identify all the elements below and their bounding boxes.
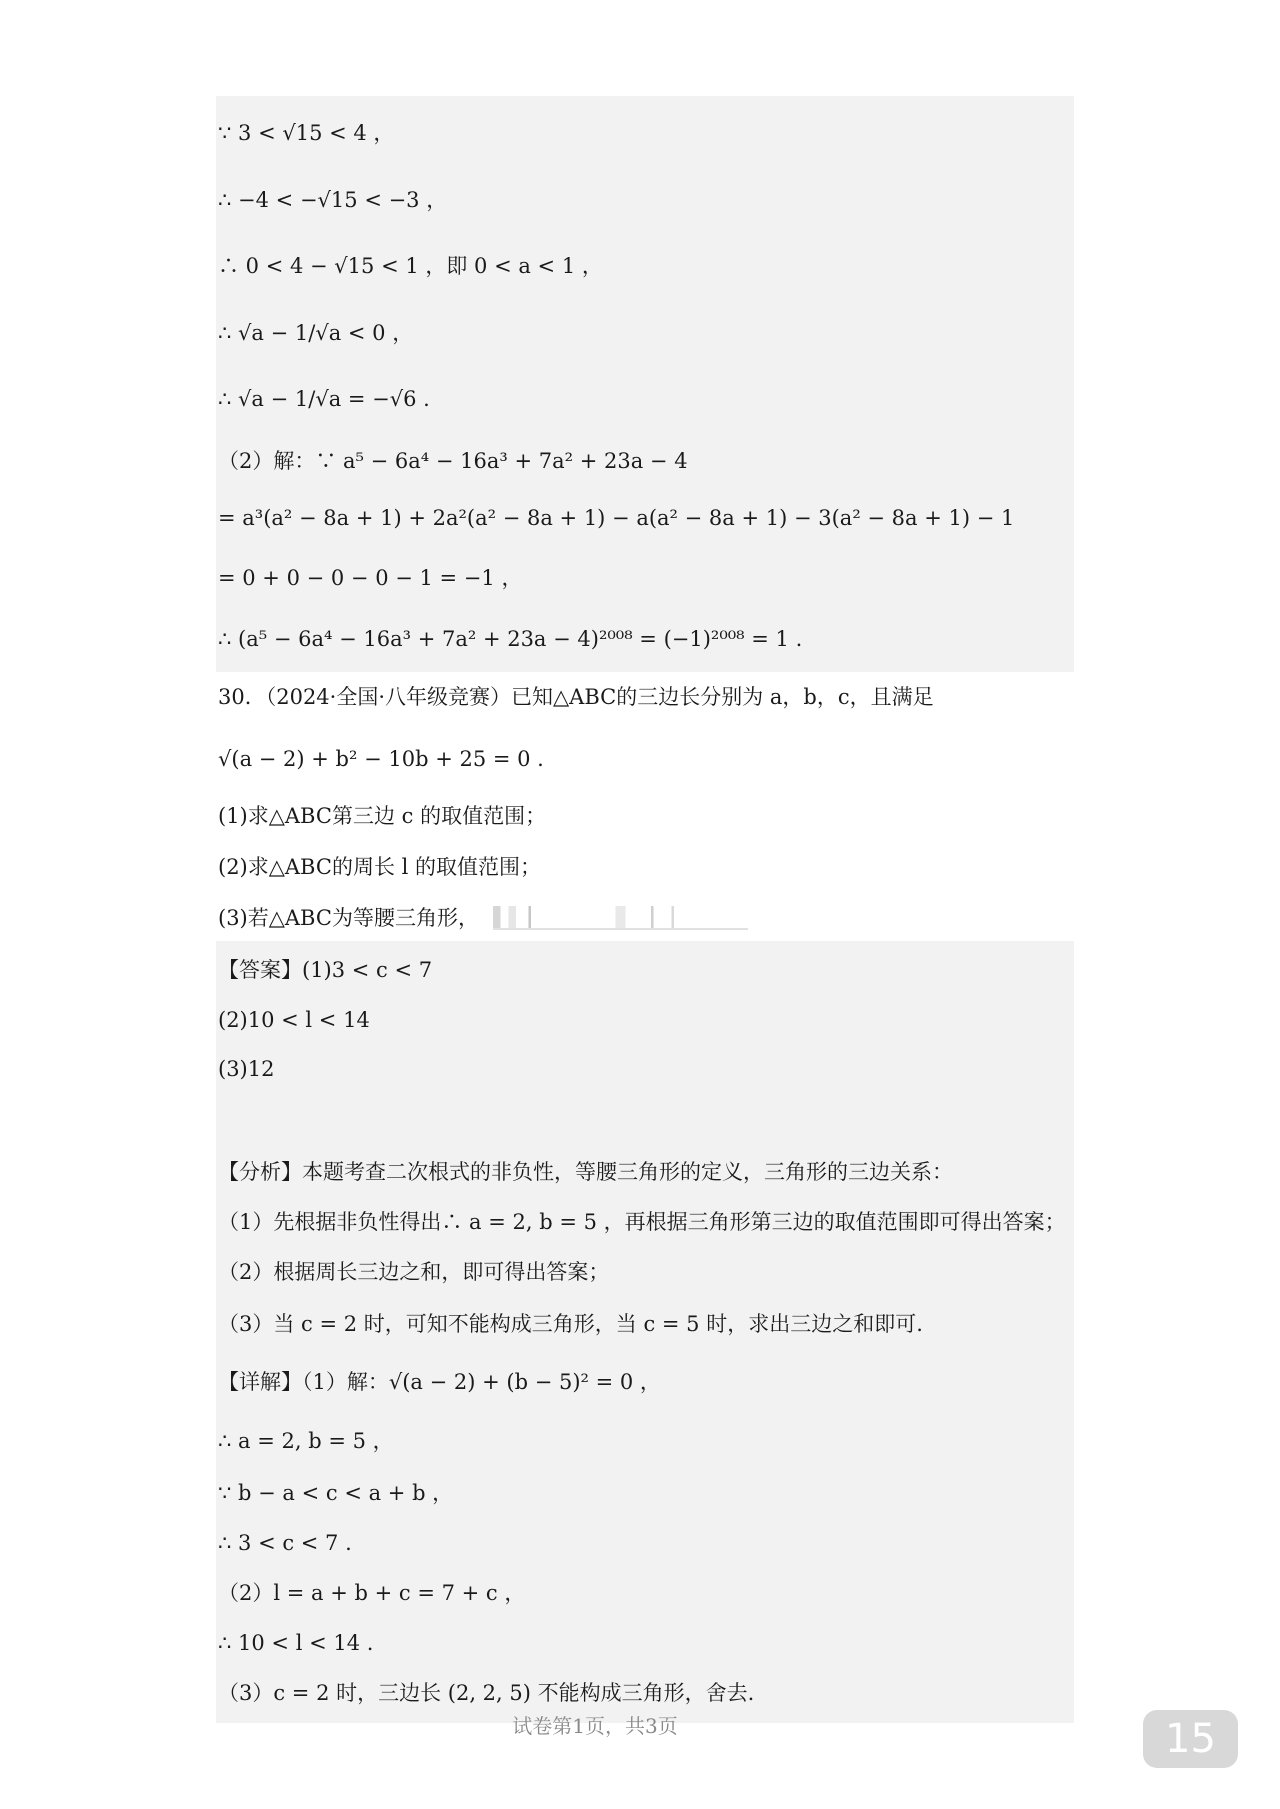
solution-line: ∴ 0 < 4 − √15 < 1 ，即 0 < a < 1 ， (218, 254, 603, 278)
solution-line: ∴ −4 < −√15 < −3 ， (218, 188, 448, 212)
question-line: (2)求△ABC的周长 l 的取值范围； (218, 855, 542, 879)
analysis-line: （2）根据周长三边之和，即可得出答案； (218, 1260, 610, 1284)
detail-line: ∴ a = 2, b = 5 ， (218, 1429, 394, 1453)
page-footer: 试卷第1页，共3页 (512, 1714, 678, 1738)
analysis-line: （1）先根据非负性得出∴ a = 2, b = 5 ，再根据三角形第三边的取值范围即可得出答案； (218, 1210, 1066, 1234)
answer-line: (3)12 (218, 1057, 275, 1081)
solution-line: ∵ 3 < √15 < 4 ， (218, 121, 395, 145)
cropped-text-remnant (493, 906, 748, 930)
detail-line: 【详解】（1）解：√(a − 2) + (b − 5)² = 0 ， (218, 1370, 661, 1394)
detail-line: ∴ 3 < c < 7 . (218, 1531, 352, 1555)
solution-line: ∴ √a − 1/√a = −√6 . (218, 387, 430, 411)
detail-line: ∴ 10 < l < 14 . (218, 1631, 374, 1655)
solution-line: （2）解：∵ a⁵ − 6a⁴ − 16a³ + 7a² + 23a − 4 (218, 449, 688, 473)
question-line: √(a − 2) + b² − 10b + 25 = 0 . (218, 747, 544, 771)
question-line: 30．（2024·全国·八年级竞赛）已知△ABC的三边长分别为 a，b，c，且满足 (218, 685, 934, 709)
solution-line: = 0 + 0 − 0 − 0 − 1 = −1 ， (218, 566, 523, 590)
analysis-line: （3）当 c = 2 时，可知不能构成三角形，当 c = 5 时，求出三边之和即可. (218, 1312, 923, 1336)
question-line: (1)求△ABC第三边 c 的取值范围； (218, 804, 547, 828)
answer-line: (2)10 < l < 14 (218, 1008, 370, 1032)
solution-line: ∴ (a⁵ − 6a⁴ − 16a³ + 7a² + 23a − 4)²⁰⁰⁸ = (−1)²⁰⁰⁸ = 1 . (218, 627, 803, 651)
answer-line: 【答案】(1)3 < c < 7 (218, 958, 433, 982)
solution-line: ∴ √a − 1/√a < 0 ， (218, 321, 414, 345)
detail-line: （2）l = a + b + c = 7 + c ， (218, 1581, 526, 1605)
page-number-badge: 15 (1143, 1710, 1238, 1768)
detail-line: ∵ b − a < c < a + b ， (218, 1481, 454, 1505)
detail-line: （3）c = 2 时，三边长 (2, 2, 5) 不能构成三角形，舍去. (218, 1681, 755, 1705)
question-line: (3)若△ABC为等腰三角形， (218, 906, 479, 930)
analysis-line: 【分析】本题考查二次根式的非负性，等腰三角形的定义，三角形的三边关系： (218, 1160, 953, 1184)
solution-line: = a³(a² − 8a + 1) + 2a²(a² − 8a + 1) − a(a² − 8a + 1) − 3(a² − 8a + 1) − 1 (218, 506, 1015, 530)
